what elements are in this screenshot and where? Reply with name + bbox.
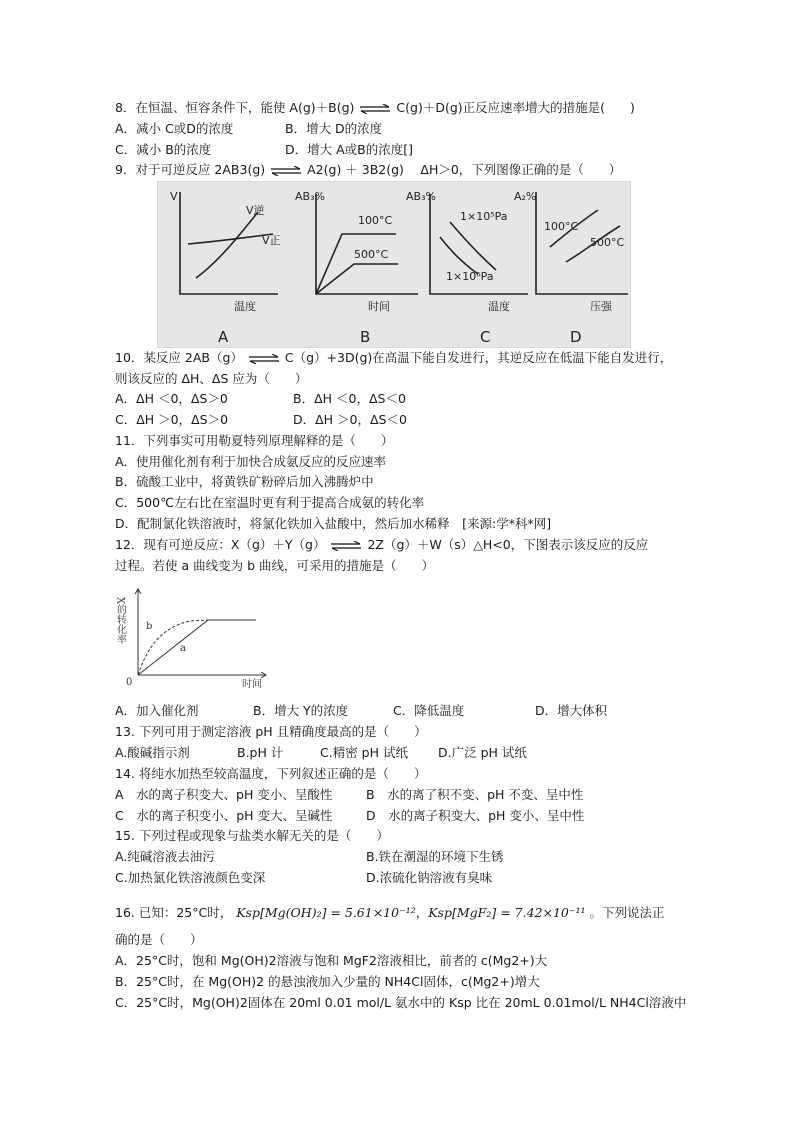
q16-stem-part1: 16. 已知：25°C时，: [115, 905, 233, 920]
q9-graphs-photo: [157, 181, 631, 348]
q11-option-c: C．500℃左右比在室温时更有利于提高合成氨的转化率: [115, 495, 425, 510]
q8-option-a: A．减小 C或D的浓度: [115, 121, 234, 136]
graph-a-curve1-label: V逆: [246, 204, 265, 217]
q12-stem-part2: 2Z（g）＋W（s）△H<0，下图表示该反应的反应: [367, 537, 649, 552]
q12-graph-curve-b: b: [146, 621, 153, 632]
q13-option-c: C.精密 pH 试纸: [320, 745, 408, 760]
graph-c-xlabel: 温度: [488, 300, 510, 313]
reversible-arrow-icon: [329, 541, 363, 551]
q13-option-a: A.酸碱指示剂: [115, 745, 190, 760]
q16-separator: ，: [415, 905, 429, 920]
graph-b-curve1-label: 100°C: [358, 214, 393, 227]
q16-option-c: C．25°C时，Mg(OH)2固体在 20ml 0.01 mol/L 氨水中的 Ksp 比在 20mL 0.01mol/L NH4Cl溶液中: [115, 995, 687, 1010]
q12-graph-xlabel: 时间: [242, 679, 262, 690]
q16-ksp-mgf2: Ksp[MgF₂] = 7.42×10⁻¹¹: [428, 905, 586, 920]
q8-stem-part1: 8．在恒温、恒容条件下，能使 A(g)＋B(g): [115, 100, 355, 115]
graph-c-curve2-label: 1×10⁶Pa: [446, 270, 494, 283]
q16-stem-part2: 。下列说法正: [589, 905, 665, 920]
q14-option-c: C 水的离子积变小、pH 变大、呈碱性: [115, 808, 333, 823]
q16-option-a: A．25°C时，饱和 Mg(OH)2溶液与饱和 MgF2溶液相比，前者的 c(Mg2+)大: [115, 953, 548, 968]
q13-option-b: B.pH 计: [237, 745, 284, 760]
graph-d-xlabel: 压强: [590, 300, 612, 313]
q13-stem: 13. 下列可用于测定溶液 pH 且精确度最高的是（ ）: [115, 724, 427, 739]
graph-a-letter: A: [218, 328, 229, 346]
q12-stem-part1: 12．现有可逆反应：X（g）＋Y（g）: [115, 537, 326, 552]
q15-option-d: D.浓硫化钠溶液有臭味: [366, 870, 493, 885]
q10-option-a: A．ΔH ＜0，ΔS＞0: [115, 391, 228, 406]
q10-stem: [115, 349, 672, 366]
q12-option-a: A．加入催化剂: [115, 703, 199, 718]
q10-stem-part1: 10．某反应 2AB（g）: [115, 350, 243, 365]
q10-option-c: C．ΔH ＞0，ΔS＞0: [115, 412, 229, 427]
graph-c-curve1-label: 1×10⁵Pa: [460, 210, 508, 223]
q14-option-d: D 水的离子积变大、pH 变小、呈中性: [366, 808, 585, 823]
q12-graph: [114, 585, 268, 690]
q12-graph-origin: 0: [126, 677, 133, 688]
q12-stem: [115, 536, 648, 553]
reversible-arrow-icon: [247, 354, 281, 364]
q15-stem: 15. 下列过程或现象与盐类水解无关的是（ ）: [115, 828, 389, 843]
q10-stem-part2: C（g）+3D(g)在高温下能自发进行，其逆反应在低温下能自发进行，: [284, 350, 673, 365]
q10-option-d: D．ΔH ＞0，ΔS＜0: [293, 412, 407, 427]
graph-b-xlabel: 时间: [368, 300, 390, 313]
q8-option-b: B．增大 D的浓度: [285, 121, 383, 136]
q14-stem: 14. 将纯水加热至较高温度，下列叙述正确的是（ ）: [115, 766, 427, 781]
graph-c-letter: C: [480, 328, 491, 346]
graph-a-curve2-label: V正: [262, 234, 281, 247]
q8-option-c: C．减小 B的浓度: [115, 142, 212, 157]
graph-c-ylabel: AB₃%: [406, 190, 436, 203]
reversible-arrow-icon: [358, 104, 392, 114]
q16-option-b: B．25°C时，在 Mg(OH)2 的悬浊液加入少量的 NH4Cl固体，c(Mg2+)增大: [115, 974, 540, 989]
graph-b-letter: B: [360, 328, 371, 346]
q12-option-b: B．增大 Y的浓度: [253, 703, 349, 718]
q15-option-b: B.铁在潮湿的环境下生锈: [366, 849, 504, 864]
q16-ksp-mgoh2: Ksp[Mg(OH)₂] = 5.61×10⁻¹²: [236, 905, 416, 920]
q16-stem: [115, 904, 664, 921]
graph-d-letter: D: [570, 328, 582, 346]
q12-graph-curve-a: a: [180, 643, 186, 654]
q8-stem-part2: C(g)＋D(g)正反应速率增大的措施是( ): [396, 100, 635, 115]
graph-d-curve1-label: 100°C: [544, 220, 579, 233]
q9-stem: [115, 161, 621, 178]
q12-option-c: C．降低温度: [393, 703, 465, 718]
graph-a-ylabel: V: [170, 190, 178, 203]
graph-d-ylabel: A₂%: [514, 190, 537, 203]
graph-a-xlabel: 温度: [234, 300, 256, 313]
q16-stem-line2: 确的是（ ）: [115, 932, 203, 947]
q12-stem-line2: 过程。若使 a 曲线变为 b 曲线，可采用的措施是（ ）: [115, 558, 434, 573]
q14-option-b: B 水的离了积不变、pH 不变、呈中性: [366, 787, 584, 802]
q13-option-d: D.广泛 pH 试纸: [438, 745, 527, 760]
q14-option-a: A 水的离子积变大、pH 变小、呈酸性: [115, 787, 333, 802]
q11-stem: 11．下列事实可用勒夏特列原理解释的是（ ）: [115, 433, 394, 448]
q11-option-d: D．配制氯化铁溶液时，将氯化铁加入盐酸中，然后加水稀释 [来源:学*科*网]: [115, 516, 552, 531]
q12-option-d: D．增大体积: [535, 703, 608, 718]
q9-stem-part2: A2(g) ＋ 3B2(g) ΔH＞0，下列图像正确的是（ ）: [307, 162, 622, 177]
graph-d-curve2-label: 500°C: [590, 236, 625, 249]
q11-option-a: A．使用催化剂有利于加快合成氨反应的反应速率: [115, 454, 387, 469]
q10-option-b: B．ΔH ＜0，ΔS＜0: [293, 391, 406, 406]
q8-option-d: D．增大 A或B的浓度[]: [285, 142, 413, 157]
q12-graph-drawing: [114, 585, 268, 690]
q11-option-b: B．硫酸工业中，将黄铁矿粉碎后加入沸腾炉中: [115, 474, 374, 489]
reversible-arrow-icon: [269, 166, 303, 176]
graph-b-curve2-label: 500°C: [354, 248, 389, 261]
graph-b-ylabel: AB₃%: [295, 190, 325, 203]
q9-graphs-drawing: [158, 182, 630, 347]
q10-stem-line2: 则该反应的 ΔH、ΔS 应为（ ）: [115, 371, 308, 386]
q9-stem-part1: 9．对于可逆反应 2AB3(g): [115, 162, 266, 177]
q12-graph-ylabel: X的转化率: [114, 597, 126, 645]
q8-stem: [115, 99, 635, 116]
q15-option-c: C.加热氯化铁溶液颜色变深: [115, 870, 266, 885]
q15-option-a: A.纯碱溶液去油污: [115, 849, 215, 864]
